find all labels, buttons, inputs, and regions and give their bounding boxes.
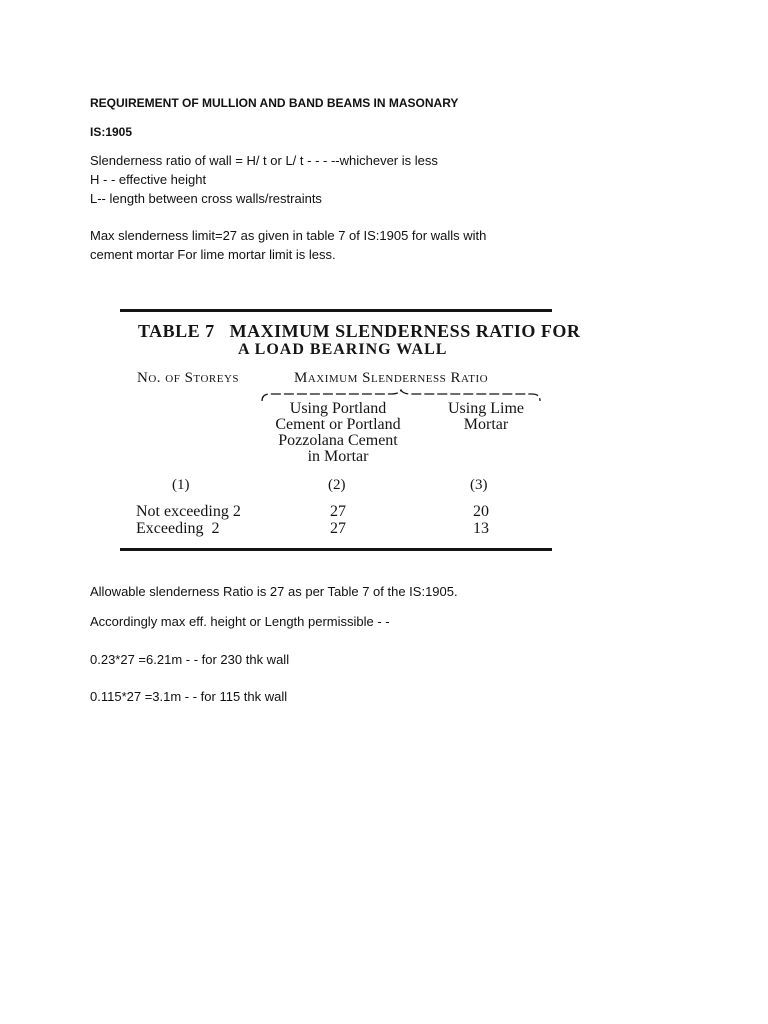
slenderness-definition: Slenderness ratio of wall = H/ t or L/ t - - - --whichever is less — [90, 153, 438, 168]
document-title: REQUIREMENT OF MULLION AND BAND BEAMS IN MASONARY — [90, 96, 459, 110]
calc-230-wall: 0.23*27 =6.21m - - for 230 thk wall — [90, 652, 290, 667]
table-bottom-rule — [120, 548, 552, 551]
column-number-1: (1) — [172, 477, 190, 493]
lime-value: 13 — [473, 520, 489, 537]
h-definition: H - - effective height — [90, 172, 207, 187]
table-row — [120, 503, 552, 520]
max-ratio-column-header: Maximum Slenderness Ratio — [294, 370, 489, 386]
code-reference: IS:1905 — [90, 125, 133, 139]
calc-115-wall: 0.115*27 =3.1m - - for 115 thk wall — [90, 689, 288, 704]
table-row — [120, 520, 552, 537]
max-limit-line-2: cement mortar For lime mortar limit is less. — [90, 247, 336, 262]
accordingly-text: Accordingly max eff. height or Length permissible - - — [90, 614, 390, 629]
storeys-column-header: No. of Storeys — [137, 370, 240, 386]
portland-cement-column-header: Using Portland Cement or Portland Pozzolana Cement in Mortar — [275, 400, 401, 465]
portland-value: 27 — [330, 520, 346, 537]
table-top-rule — [120, 309, 552, 312]
row-label: Exceeding 2 — [136, 520, 220, 537]
table-caption-line-1: TABLE 7 MAXIMUM SLENDERNESS RATIO FOR — [138, 321, 581, 341]
l-definition: L-- length between cross walls/restraints — [90, 191, 322, 206]
row-label: Not exceeding 2 — [136, 503, 241, 520]
table-caption-line-2: A LOAD BEARING WALL — [238, 341, 448, 358]
column-number-2: (2) — [328, 477, 346, 493]
column-number-3: (3) — [470, 477, 488, 493]
lime-value: 20 — [473, 503, 489, 520]
max-limit-line-1: Max slenderness limit=27 as given in table 7 of IS:1905 for walls with — [90, 228, 487, 243]
portland-value: 27 — [330, 503, 346, 520]
lime-mortar-column-header: Using Lime Mortar — [448, 400, 524, 433]
table-7-image — [120, 309, 581, 554]
allowable-ratio-text: Allowable slenderness Ratio is 27 as per Table 7 of the IS:1905. — [90, 584, 458, 599]
